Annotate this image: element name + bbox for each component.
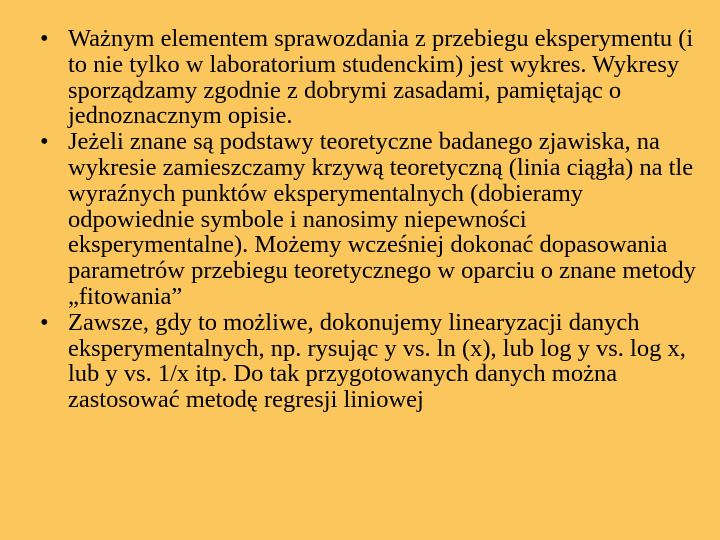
bullet-text: Jeżeli znane są podstawy teoretyczne badanego zjawiska, na wykresie zamieszczamy krzywą teoretyczną (linia ciągła) na tle wyraźnych punktów eksperymentalnych (dobieramy odpowiednie symbole i nanosimy niepewności eksperymentalne). Możemy wcześniej dokonać dopasowania parametrów przebiegu teoretycznego w oparciu o znane metody „fitowania”: [68, 128, 696, 310]
bullet-item: [0, 310, 720, 413]
bullet-icon: •: [40, 308, 49, 336]
bullet-icon: •: [40, 25, 49, 52]
bullet-text: Zawsze, gdy to możliwe, dokonujemy linearyzacji danych eksperymentalnych, np. rysując y vs. ln (x), lub log y vs. log x, lub y vs. 1/x itp. Do tak przygotowanych danych można zastosować metodę regresji liniowej: [68, 308, 686, 414]
bullet-item: [0, 26, 720, 129]
bullet-list: [0, 26, 720, 413]
bullet-text: Ważnym elementem sprawozdania z przebiegu eksperymentu (i to nie tylko w laboratorium studenckim) jest wykres. Wykresy sporządzamy zgodnie z dobrymi zasadami, pamiętając o jednoznacznym opisie.: [68, 25, 694, 130]
bullet-icon: •: [40, 128, 49, 156]
bullet-item: [0, 129, 720, 310]
